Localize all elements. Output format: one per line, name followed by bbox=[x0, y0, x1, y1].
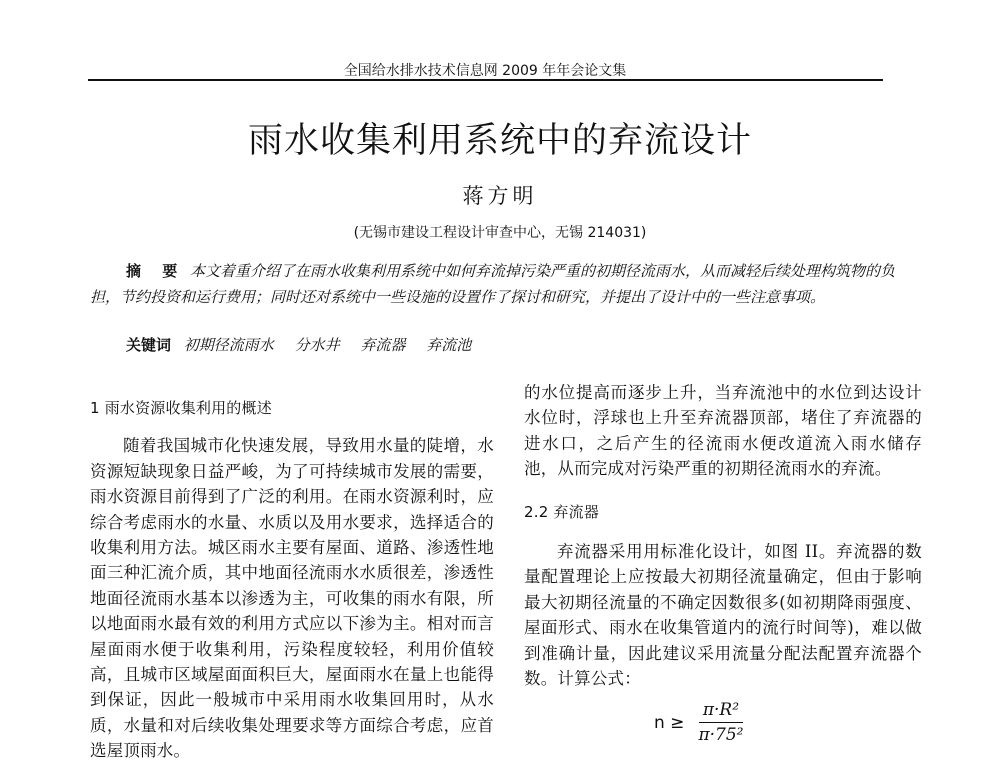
running-header: 全国给水排水技术信息网 2009 年年会论文集 bbox=[343, 63, 627, 79]
formula bbox=[654, 700, 743, 745]
abstract-block bbox=[90, 258, 920, 310]
section-1-paragraph: 随着我国城市化快速发展，导致用水量的陡增，水资源短缺现象日益严峻，为了可持续城市发展的需要，雨水资源目前得到了广泛的利用。在雨水资源利时，应综合考虑雨水的水量、水质以及用水要求，选择适合的收集利用方法。城区雨水主要有屋面、道路、渗透性地面三种汇流介质，其中地面径流雨水水质很差，渗透性地面径流雨水基本以渗透为主，可收集的雨水有限，所以地面雨水最有效的利用方式应以下渗为主。相对而言屋面雨水便于收集利用，污染程度较轻，利用价值较高，且城市区域屋面面积巨大，屋面雨水在量上也能得到保证，因此一般城市中采用雨水收集回用时，从水质，水量和对后续收集处理要求等方面综合考虑，应首选屋顶雨水。 bbox=[90, 436, 494, 760]
formula-lhs: n ≥ bbox=[654, 712, 685, 733]
paper-title: 雨水收集利用系统中的弃流设计 bbox=[247, 121, 752, 161]
left-column bbox=[90, 396, 494, 760]
header-rule bbox=[88, 79, 883, 81]
author-name: 蒋方明 bbox=[462, 184, 538, 208]
subsection-2-2-heading: 2.2 弃流器 bbox=[524, 502, 600, 521]
affiliation: (无锡市建设工程设计审查中心，无锡 214031) bbox=[353, 225, 647, 241]
keyword-item: 弃流器 bbox=[360, 336, 406, 354]
continuation-paragraph: 的水位提高而逐步上升，当弃流池中的水位到达设计水位时，浮球也上升至弃流器顶部，堵住了弃流器的进水口，之后产生的径流雨水便改道流入雨水储存池，从而完成对污染严重的初期径流雨水的弃流。 bbox=[524, 383, 922, 479]
keyword-item: 分水井 bbox=[294, 336, 340, 354]
keywords-line bbox=[126, 334, 487, 355]
keywords-label: 关键词 bbox=[126, 336, 172, 354]
formula-numerator: π·R² bbox=[699, 700, 743, 723]
subsection-2-2-paragraph: 弃流器采用用标准化设计，如图 II。弃流器的数量配置理论上应按最大初期径流量确定，但由于影响最大初期径流量的不确定因数很多(如初期降雨强度、屋面形式、雨水在收集管道内的流行时间等)，难以做到准确计量，因此建议采用流量分配法配置弃流器个数。计算公式： bbox=[524, 542, 922, 689]
right-column bbox=[524, 380, 922, 691]
keyword-item: 初期径流雨水 bbox=[183, 336, 274, 354]
abstract-label: 摘 要 bbox=[126, 262, 186, 280]
formula-fraction bbox=[698, 700, 743, 745]
section-1-heading: 1 雨水资源收集利用的概述 bbox=[90, 399, 272, 417]
abstract-text: 本文着重介绍了在雨水收集利用系统中如何弃流掉污染严重的初期径流雨水，从而减轻后续处理构筑物的负担，节约投资和运行费用；同时还对系统中一些设施的设置作了探讨和研究，并提出了设计中的一些注意事项。 bbox=[90, 262, 896, 306]
formula-denominator: π·75² bbox=[698, 725, 744, 745]
keyword-item: 弃流池 bbox=[426, 336, 472, 354]
